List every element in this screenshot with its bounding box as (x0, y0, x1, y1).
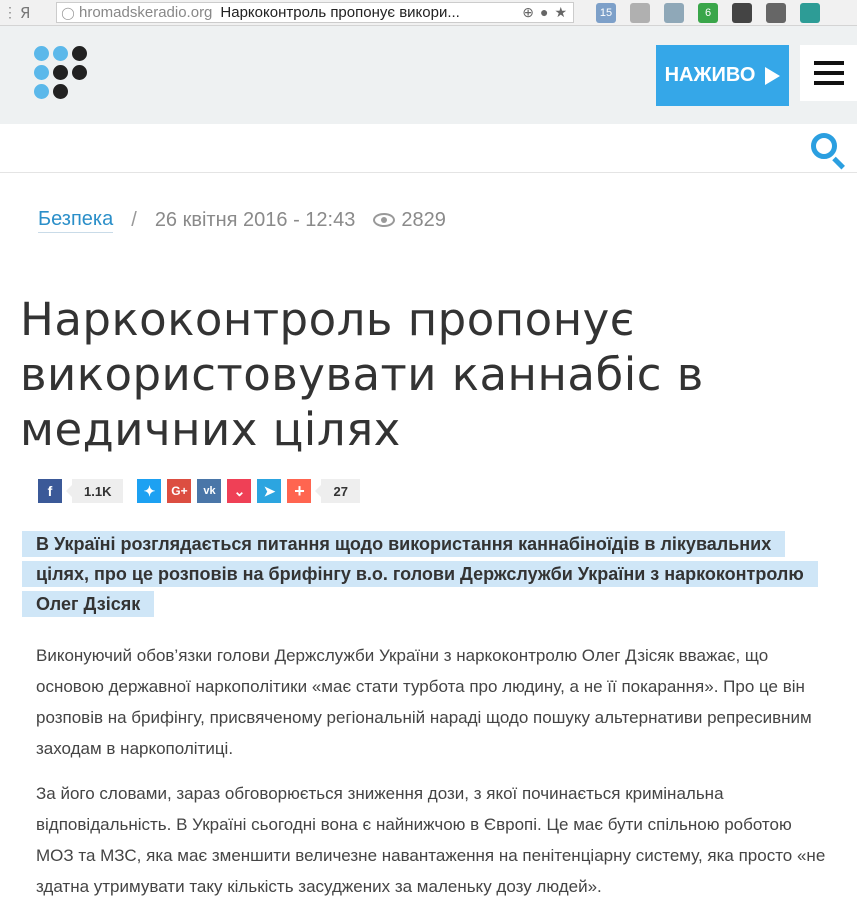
article-meta (38, 207, 446, 233)
vk-icon[interactable]: vk (197, 479, 221, 503)
address-title: Наркоконтроль пропонує викори... (220, 4, 460, 21)
star-icon[interactable]: ★ (554, 4, 567, 20)
publish-date: 26 квітня 2016 - 12:43 (154, 208, 356, 231)
adblock-extension-icon[interactable]: 6 (698, 3, 718, 23)
view-count: 2829 (401, 208, 446, 231)
meta-separator: / (131, 208, 137, 231)
facebook-share-count: 1.1K (72, 479, 123, 503)
site-logo[interactable] (34, 46, 90, 102)
addthis-icon[interactable]: + (287, 479, 311, 503)
weather-extension-icon[interactable] (664, 3, 684, 23)
site-header (0, 26, 857, 124)
share-bar (38, 479, 368, 503)
article-paragraph: Виконуючий обов’язки голови Держслужби України з наркоконтролю Олег Дзісяк вважає, що основою державної наркополітики «має стати турбота про людину, а не її покарання». Про це він розповів на брифінгу, присвяченому регіональній нараді щодо пошуку альтернативи репресивним заходам в наркополітиці. (36, 646, 812, 758)
page-info-icon[interactable]: ◯ (61, 5, 75, 20)
browser-menu-icon[interactable]: ⋮ (3, 4, 17, 20)
live-label: НАЖИВО (664, 64, 756, 86)
live-button[interactable] (656, 45, 789, 106)
search-icon[interactable] (809, 131, 849, 171)
google-plus-icon[interactable]: G+ (167, 479, 191, 503)
twitter-icon[interactable]: ✦ (137, 479, 161, 503)
vpn-extension-icon[interactable] (800, 3, 820, 23)
search-bar (0, 124, 857, 173)
category-link[interactable]: Безпека (38, 208, 113, 233)
facebook-icon[interactable]: f (38, 479, 62, 503)
article-lead-text: В Україні розглядається питання щодо використання каннабіноїдів в лікувальних цілях, про це розповів на брифінгу в.о. голови Держслужби України з наркоконтролю Олег Дзісяк (22, 531, 818, 617)
eye-icon (373, 213, 395, 227)
address-domain: hromadskeradio.org (79, 4, 213, 21)
pocket-icon[interactable]: ⌄ (227, 479, 251, 503)
browser-toolbar (0, 0, 857, 26)
play-icon (765, 67, 780, 85)
pocket-extension-icon[interactable] (732, 3, 752, 23)
bulb-icon[interactable]: ● (539, 4, 549, 20)
zoom-icon[interactable]: ⊕ (522, 4, 534, 20)
article-lead (22, 529, 812, 619)
telegram-icon[interactable]: ➤ (257, 479, 281, 503)
yandex-icon[interactable]: Я (20, 3, 31, 22)
mail-extension-icon[interactable] (630, 3, 650, 23)
hamburger-menu-icon[interactable] (800, 45, 857, 101)
address-bar[interactable] (56, 2, 574, 23)
article-paragraph: За його словами, зараз обговорюється зниження дози, з якої починається кримінальна відповідальність. В Україні сьогодні вона є найнижчою в Європі. Це має бути спільною роботою МОЗ та МЗС, яка має зменшити величезне навантаження на пенітенціарну систему, яка просто «не здатна утримувати таку кількість засуджених за маленьку дозу людей». (36, 784, 826, 896)
total-share-count: 27 (321, 479, 359, 503)
puzzle-extension-icon[interactable] (766, 3, 786, 23)
calendar-extension-icon[interactable]: 15 (596, 3, 616, 23)
article-title: Наркоконтроль пропонує використовувати каннабіс в медичних цілях (20, 293, 704, 456)
